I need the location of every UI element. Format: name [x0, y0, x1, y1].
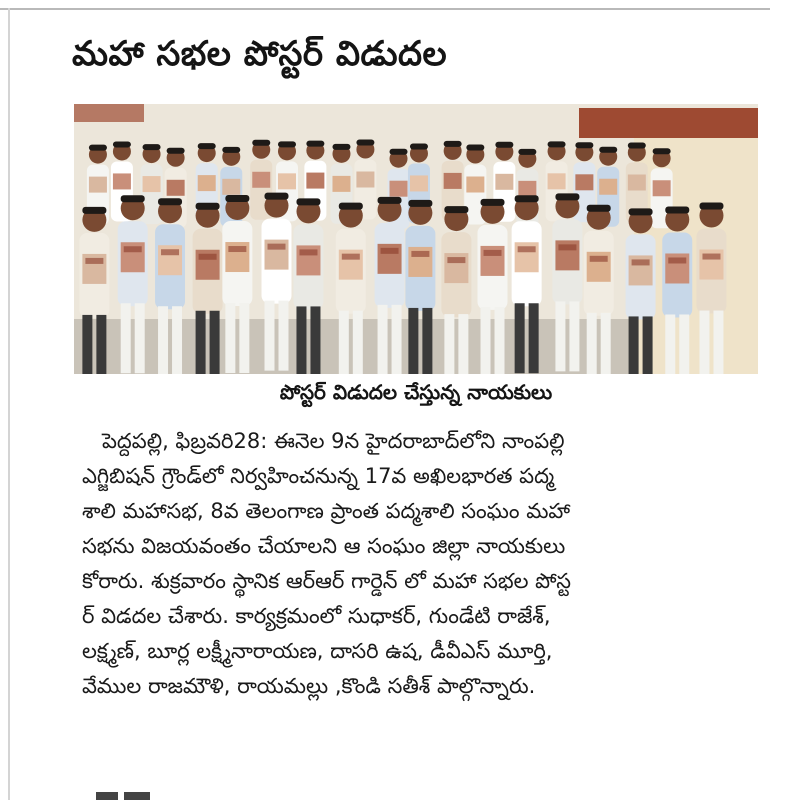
body-line: ఎగ్జిబిషన్ గ్రౌండ్‌లో నిర్వహించనున్న 17వ అఖిలభారత పద్మ [82, 464, 555, 488]
article-body [82, 424, 766, 704]
left-column-rule [8, 8, 10, 800]
article-photo [74, 104, 758, 374]
top-border-rule [0, 8, 770, 10]
group-photo-leaders-holding-posters [74, 104, 758, 374]
body-line: వేముల రాజమౌళి, రాయమల్లు ,కొండి సతీశ్ పాల్గొన్నారు. [82, 674, 536, 698]
body-line: కోరారు. శుక్రవారం స్థానిక ఆర్ఆర్ గార్డెన్ లో మహా సభల పోస్ట [82, 569, 572, 593]
body-line: శాలి మహాసభ, 8వ తెలంగాణ ప్రాంత పద్మశాలి సంఘం మహా [82, 499, 571, 523]
body-line: సభను విజయవంతం చేయాలని ఆ సంఘం జిల్లా నాయకులు [82, 534, 566, 558]
photo-caption: పోస్టర్ విడుదల చేస్తున్న నాయకులు [279, 380, 553, 404]
body-line: లక్ష్మణ్, బూర్ల లక్ష్మీనారాయణ, దాసరి ఉష, డీవీఎస్ మూర్తి, [82, 639, 553, 663]
body-line: ర్ విడదల చేశారు. కార్యక్రమంలో సుధాకర్, గుండేటి రాజేశ్, [82, 604, 551, 628]
body-line: పెద్దపల్లి, ఫిబ్రవరి28: ఈనెల 9న హైదరాబాద్‌లోని నాంపల్లి [102, 429, 565, 453]
next-column-fragment [96, 790, 156, 800]
article-headline: మహా సభల పోస్టర్ విడుదల [72, 34, 448, 74]
